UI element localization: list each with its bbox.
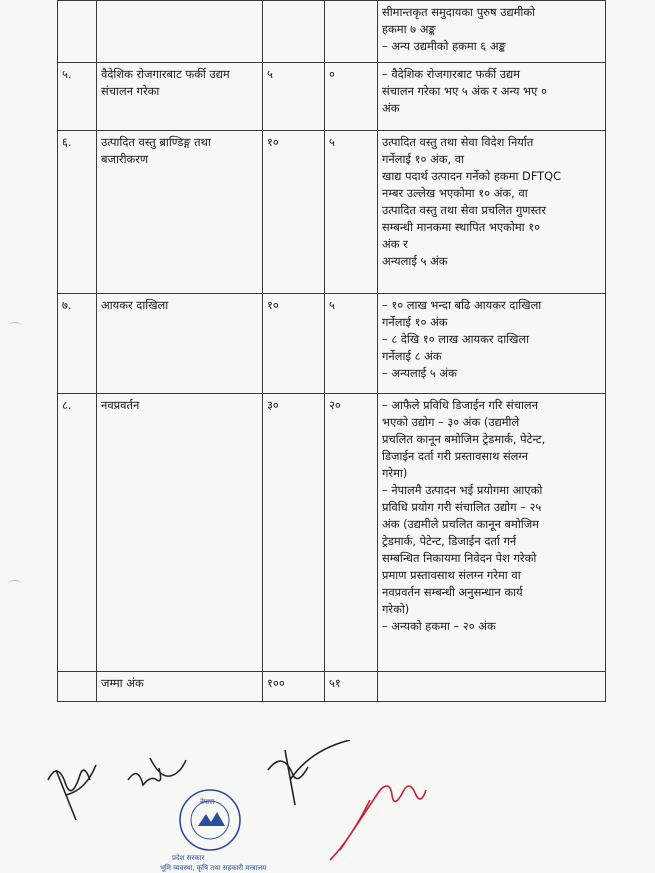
criteria-line: अंक र: [382, 237, 408, 251]
table-row: [58, 131, 606, 294]
min-marks: २०: [325, 394, 378, 672]
seal-text-line1: प्रदेश सरकार: [172, 854, 205, 862]
total-label: जम्मा अंक: [97, 672, 263, 702]
criteria-cell: [378, 1, 606, 63]
criteria-line: – वैदेशिक रोजगारबाट फर्की उद्यम: [382, 67, 520, 81]
total-row: [58, 672, 606, 702]
row-title: आयकर दाखिला: [97, 294, 263, 394]
criteria-line: – अन्य उद्यमीको हकमा ६ अङ्क: [382, 39, 506, 53]
seal-text-line2: भूमि व्यवस्था, कृषि तथा सहकारी मन्त्रालय: [160, 864, 267, 872]
table-row: [58, 394, 606, 672]
criteria-line: – अन्यलाई ५ अंक: [382, 366, 457, 380]
criteria-line: अंक: [382, 101, 400, 115]
punch-hole-mark: [8, 580, 22, 589]
table-row: [58, 63, 606, 131]
official-seal: [160, 790, 267, 872]
criteria-line: उत्पादित वस्तु तथा सेवा प्रचलित गुणस्तर: [382, 203, 547, 217]
row-number: [58, 1, 97, 63]
criteria-line: गरेमा): [382, 466, 408, 480]
row-title: वैदेशिक रोजगारबाट फर्की उद्यम संचालन गरेका: [97, 63, 263, 131]
criteria-line: नम्बर उल्लेख भएकोमा १० अंक, वा: [382, 186, 528, 200]
criteria-line: ट्रेडमार्क, पेटेन्ट, डिजाईन दर्ता गर्न: [382, 534, 517, 548]
criteria-line: – आफैले प्रविधि डिजाईन गरि संचालन: [382, 398, 538, 412]
criteria-line: गर्नेलाई ८ अंक: [382, 349, 442, 363]
criteria-line: गर्नेलाई १० अंक, वा: [382, 152, 465, 166]
criteria-line: सम्बन्धी मानकमा स्थापित भएकोमा १०: [382, 220, 541, 234]
criteria-line: – ८ देखि १० लाख आयकर दाखिला: [382, 332, 530, 346]
row-number: ६.: [58, 131, 97, 294]
criteria-line: नवप्रवर्तन सम्बन्धी अनुसन्धान कार्य: [382, 585, 523, 599]
criteria-line: अन्यलाई ५ अंक: [382, 254, 448, 268]
criteria-line: प्रमाण प्रस्तावसाथ संलग्न गरेमा वा: [382, 568, 521, 582]
criteria-cell: [378, 294, 606, 394]
criteria-line: उत्पादित वस्तु तथा सेवा विदेश निर्यात: [382, 135, 534, 149]
empty-cell: [378, 672, 606, 702]
full-marks: १०: [263, 131, 325, 294]
signatures-area: [0, 740, 655, 873]
score-table: [57, 0, 606, 702]
empty-cell: [58, 672, 97, 702]
criteria-line: भएको उद्योग – ३० अंक (उद्यमीले: [382, 415, 520, 429]
row-number: ८.: [58, 394, 97, 672]
criteria-line: अंक (उद्यमीले प्रचलित कानून बमोजिम: [382, 517, 539, 531]
seal-text-line3: नेपाल: [200, 798, 215, 806]
criteria-line: सम्बन्धित निकायमा निवेदन पेश गरेको: [382, 551, 537, 565]
criteria-line: सीमान्तकृत समुदायका पुरुष उद्यमीको: [382, 5, 536, 19]
total-full-marks: १००: [263, 672, 325, 702]
row-number: ७.: [58, 294, 97, 394]
criteria-line: संचालन गरेका भए ५ अंक र अन्य भए ०: [382, 84, 547, 98]
criteria-line: प्रचलित कानून बमोजिम ट्रेडमार्क, पेटेन्ट,: [382, 432, 546, 446]
full-marks: १०: [263, 294, 325, 394]
min-marks: ०: [325, 63, 378, 131]
table-row: [58, 294, 606, 394]
full-marks: ३०: [263, 394, 325, 672]
criteria-line: प्रविधि प्रयोग गरी संचालित उद्योग – २५: [382, 500, 542, 514]
signature-2: [128, 758, 186, 785]
min-marks: ५: [325, 294, 378, 394]
row-title: उत्पादित वस्तु ब्राण्डिङ्ग तथा बजारीकरण: [97, 131, 263, 294]
criteria-line: गर्नेलाई १० अंक: [382, 315, 448, 329]
signature-3: [268, 740, 350, 805]
criteria-line: हकमा ७ अङ्क: [382, 22, 436, 36]
min-marks: ५: [325, 131, 378, 294]
full-marks: [263, 1, 325, 63]
criteria-line: – नेपालमै उत्पादन भई प्रयोगमा आएको: [382, 483, 543, 497]
criteria-cell: [378, 394, 606, 672]
signature-1: [48, 765, 96, 820]
table-row: [58, 1, 606, 63]
criteria-line: – १० लाख भन्दा बढि आयकर दाखिला: [382, 298, 542, 312]
criteria-cell: [378, 131, 606, 294]
row-number: ५.: [58, 63, 97, 131]
criteria-cell: [378, 63, 606, 131]
punch-hole-mark: [8, 322, 22, 331]
full-marks: ५: [263, 63, 325, 131]
criteria-line: गरेको): [382, 602, 410, 616]
criteria-line: डिजाईन दर्ता गरी प्रस्तावसाथ संलग्न: [382, 449, 528, 463]
row-title: नवप्रवर्तन: [97, 394, 263, 672]
criteria-line: खाद्य पदार्थ उत्पादन गर्नेको हकमा DFTQC: [382, 169, 562, 183]
criteria-line: – अन्यको हकमा – २० अंक: [382, 619, 496, 633]
row-title: [97, 1, 263, 63]
total-min-marks: ५१: [325, 672, 378, 702]
signature-red: [330, 786, 426, 860]
min-marks: [325, 1, 378, 63]
